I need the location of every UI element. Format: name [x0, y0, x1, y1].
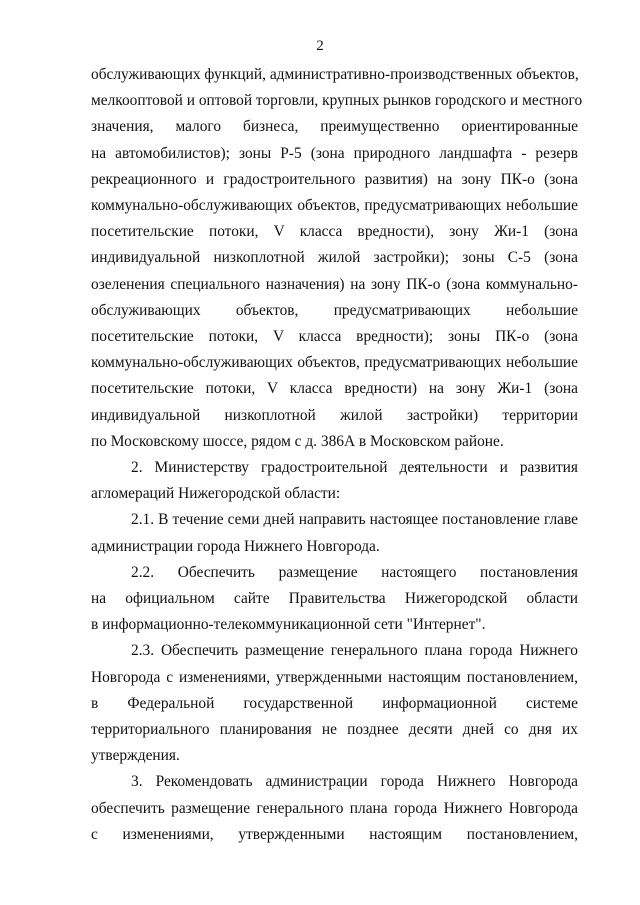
paragraph-item-2 [91, 455, 578, 507]
text-line: по Московскому шоссе, рядом с д. 386А в Московском районе. [91, 432, 504, 450]
text-line: администрации города Нижнего Новгорода. [91, 537, 380, 555]
text-line: мелкооптовой и оптовой торговли, крупных рынков городского и местного [91, 92, 583, 110]
text-line: посетительские потоки, V класса вредности) на зону Жи-1 (зона [91, 380, 578, 398]
text-line: 2.2. Обеспечить размещение настоящего постановления [131, 563, 578, 581]
text-line: обеспечить размещение генерального плана города Нижнего Новгорода [91, 799, 578, 817]
text-line: индивидуальной низкоплотной жилой застройки); зоны С-5 (зона [91, 249, 578, 267]
paragraph-item-2-3 [91, 638, 578, 769]
document-body [91, 62, 583, 848]
paragraph-zoning-changes [91, 62, 583, 455]
text-line: территориального планирования не позднее десяти дней со дня их [91, 721, 578, 739]
text-line: агломераций Нижегородской области: [91, 485, 341, 503]
text-line: обслуживающих объектов, предусматривающих небольшие [91, 301, 578, 319]
paragraph-item-2-1 [91, 507, 578, 559]
text-line: значения, малого бизнеса, преимущественно ориентированные [91, 118, 578, 136]
text-line: 2. Министерству градостроительной деятельности и развития [131, 459, 578, 477]
text-line: обслуживающих функций, административно-производственных объектов, [91, 66, 579, 83]
text-line: индивидуальной низкоплотной жилой застройки) территории [91, 406, 578, 424]
text-line: рекреационного и градостроительного развития) на зону ПК-о (зона [91, 170, 578, 188]
text-line: с изменениями, утвержденными настоящим постановлением, [91, 825, 578, 843]
text-line: в Федеральной государственной информационной системе [91, 694, 578, 712]
text-line: на автомобилистов); зоны Р-5 (зона природного ландшафта - резерв [91, 144, 578, 162]
text-line: в информационно-телекоммуникационной сети "Интернет". [91, 616, 486, 634]
text-line: коммунально-обслуживающих объектов, предусматривающих небольшие [91, 354, 578, 372]
paragraph-item-2-2 [91, 560, 578, 639]
text-line: 2.3. Обеспечить размещение генерального плана города Нижнего [131, 642, 578, 660]
paragraph-item-3 [91, 769, 578, 848]
text-line: коммунально-обслуживающих объектов, предусматривающих небольшие [91, 197, 578, 215]
text-line: 2.1. В течение семи дней направить настоящее постановление главе [131, 511, 578, 529]
page-number: 2 [316, 38, 324, 54]
text-line: на официальном сайте Правительства Нижегородской области [91, 590, 578, 608]
text-line: озеленения специального назначения) на зону ПК-о (зона коммунально- [91, 275, 578, 293]
text-line: посетительские потоки, V класса вредности), зону Жи-1 (зона [91, 223, 578, 241]
text-line: посетительские потоки, V класса вредности); зоны ПК-о (зона [91, 328, 578, 346]
text-line: Новгорода с изменениями, утвержденными настоящим постановлением, [91, 668, 578, 686]
text-line: утверждения. [91, 747, 180, 765]
text-line: 3. Рекомендовать администрации города Нижнего Новгорода [131, 773, 578, 791]
